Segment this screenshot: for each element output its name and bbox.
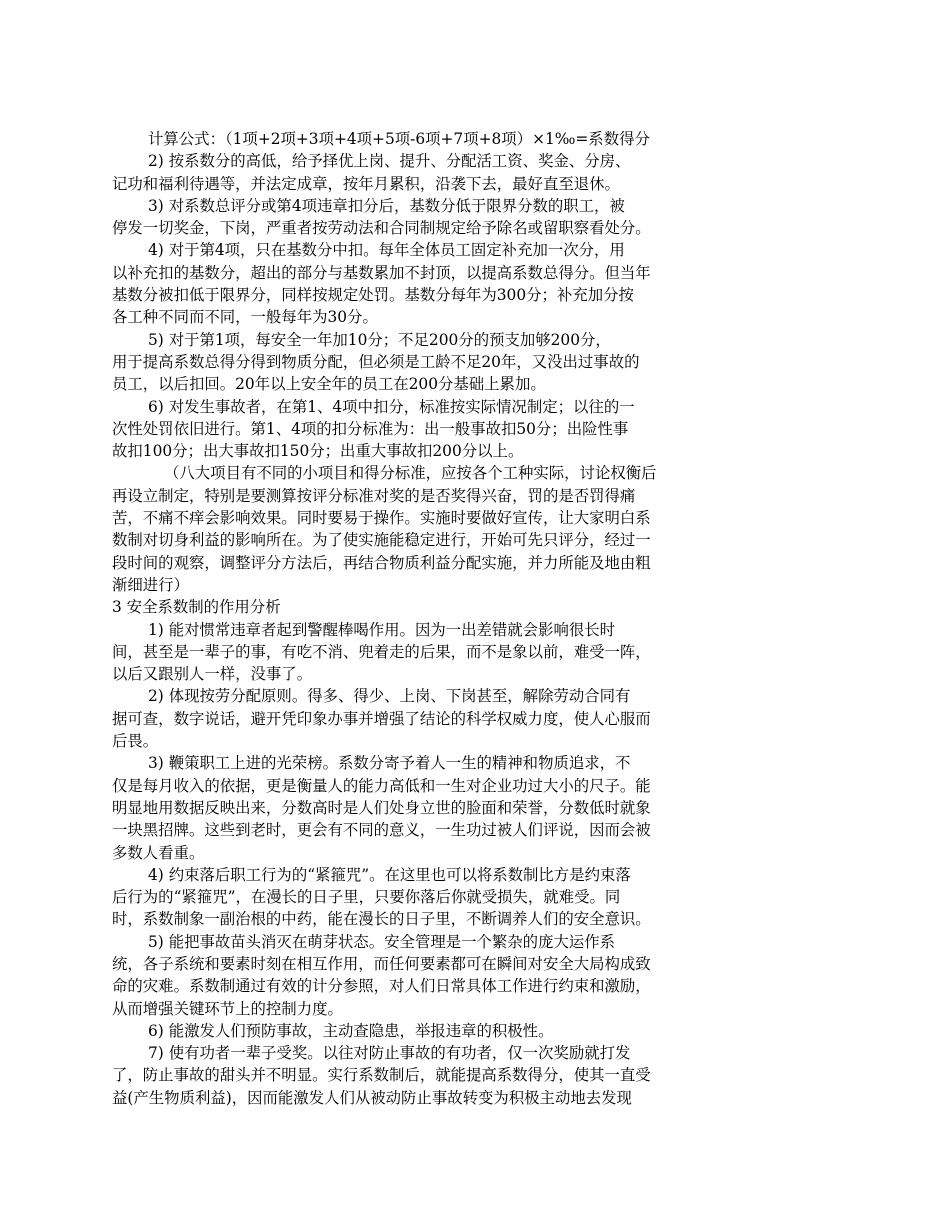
text-line: 故扣100分；出大事故扣150分；出重大事故扣200分以上。	[112, 442, 524, 461]
text-line: 3) 鞭策职工上进的光荣榜。系数分寄予着人一生的精神和物质追求，不	[148, 754, 631, 773]
text-line: 5) 能把事故苗头消灭在萌芽状态。安全管理是一个繁杂的庞大运作系	[148, 932, 616, 951]
text-line: 2) 体现按劳分配原则。得多、得少、上岗、下岗甚至，解除劳动合同有	[148, 687, 631, 706]
text-line: 明显地用数据反映出来，分数高时是人们处身立世的脸面和荣誉，分数低时就象	[112, 798, 651, 817]
text-line: 6) 对发生事故者，在第1、4项中扣分，标准按实际情况制定；以往的一	[148, 397, 635, 416]
text-line: 再设立制定，特别是要测算按评分标准对奖的是否奖得兴奋，罚的是否罚得痛	[112, 486, 636, 505]
text-line: 1) 能对惯常违章者起到警醒棒喝作用。因为一出差错就会影响很长时	[148, 620, 616, 639]
text-line: 间，甚至是一辈子的事，有吃不消、兜着走的后果，而不是象以前，难受一阵，	[112, 642, 651, 661]
text-line: 基数分被扣低于限界分，同样按规定处罚。基数分每年为300分；补充加分按	[112, 286, 634, 305]
text-line: 统，各子系统和要素时刻在相互作用，而任何要素都可在瞬间对安全大局构成致	[112, 954, 651, 973]
text-line: 后畏。	[112, 732, 159, 751]
text-line: （八大项目有不同的小项目和得分标准，应按各个工种实际，讨论权衡后	[164, 464, 657, 483]
text-line: 3 安全系数制的作用分析	[112, 598, 281, 617]
text-line: 苦，不痛不痒会影响效果。同时要易于操作。实施时要做好宣传，让大家明白系	[112, 509, 651, 528]
document-body	[112, 128, 768, 1109]
text-line: 记功和福利待遇等，并法定成章，按年月累积，沿袭下去，最好直至退休。	[112, 174, 620, 193]
text-line: 计算公式：（1项+2项+3项+4项+5项-6项+7项+8项）×1‰=系数得分	[148, 130, 650, 148]
text-line: 渐细进行）	[112, 575, 189, 594]
text-line: 4) 约束落后职工行为的“紧箍咒”。在这里也可以将系数制比方是约束落	[148, 865, 631, 884]
text-line: 后行为的“紧箍咒”，在漫长的日子里，只要你落后你就受损失，就难受。同	[112, 888, 621, 907]
text-line: 各工种不同而不同，一般每年为30分。	[112, 308, 378, 327]
text-line: 以后又跟别人一样，没事了。	[112, 665, 313, 684]
text-line: 数制对切身利益的影响所在。为了使实施能稳定进行，开始可先只评分，经过一	[112, 531, 651, 550]
text-line: 从而增强关键环节上的控制力度。	[112, 999, 343, 1018]
text-line: 2) 按系数分的高低，给予择优上岗、提升、分配活工资、奖金、分房、	[148, 152, 631, 171]
text-line: 一块黑招牌。这些到老时，更会有不同的意义，一生功过被人们评说，因而会被	[112, 821, 651, 840]
text-line: 时，系数制象一副治根的中药，能在漫长的日子里，不断调养人们的安全意识。	[112, 910, 651, 929]
text-line: 停发一切奖金，下岗，严重者按劳动法和合同制规定给予除名或留职察看处分。	[112, 219, 651, 238]
text-line: 仅是每月收入的依据，更是衡量人的能力高低和一生对企业功过大小的尺子。能	[112, 776, 651, 795]
text-line: 以补充扣的基数分，超出的部分与基数累加不封顶，以提高系数总得分。但当年	[112, 263, 651, 282]
text-line: 据可查，数字说话，避开凭印象办事并增强了结论的科学权威力度，使人心服而	[112, 709, 651, 728]
text-line: 命的灾难。系数制通过有效的计分参照，对人们日常具体工作进行约束和激励，	[112, 977, 651, 996]
text-line: 段时间的观察，调整评分方法后，再结合物质利益分配实施，并力所能及地由粗	[112, 553, 651, 572]
text-line: 了，防止事故的甜头并不明显。实行系数制后，就能提高系数得分，使其一直受	[112, 1066, 651, 1085]
text-line: 次性处罚依旧进行。第1、4项的扣分标准为：出一般事故扣50分；出险性事	[112, 419, 629, 438]
text-line: 员工，以后扣回。20年以上安全年的员工在200分基础上累加。	[112, 375, 546, 394]
text-line: 4) 对于第4项，只在基数分中扣。每年全体员工固定补充加一次分，用	[148, 241, 625, 260]
text-line: 5) 对于第1项，每安全一年加10分；不足200分的预支加够200分，	[148, 330, 611, 349]
text-line: 3) 对系数总评分或第4项违章扣分后，基数分低于限界分数的职工，被	[148, 196, 625, 215]
text-line: 多数人看重。	[112, 843, 205, 862]
text-line: 用于提高系数总得分得到物质分配，但必须是工龄不足20年，又没出过事故的	[112, 352, 640, 371]
text-line: 6) 能激发人们预防事故，主动查隐患，举报违章的积极性。	[148, 1021, 554, 1040]
text-line: 7) 使有功者一辈子受奖。以往对防止事故的有功者，仅一次奖励就打发	[148, 1044, 631, 1063]
text-line: 益(产生物质利益)，因而能激发人们从被动防止事故转变为积极主动地去发现	[112, 1088, 632, 1107]
